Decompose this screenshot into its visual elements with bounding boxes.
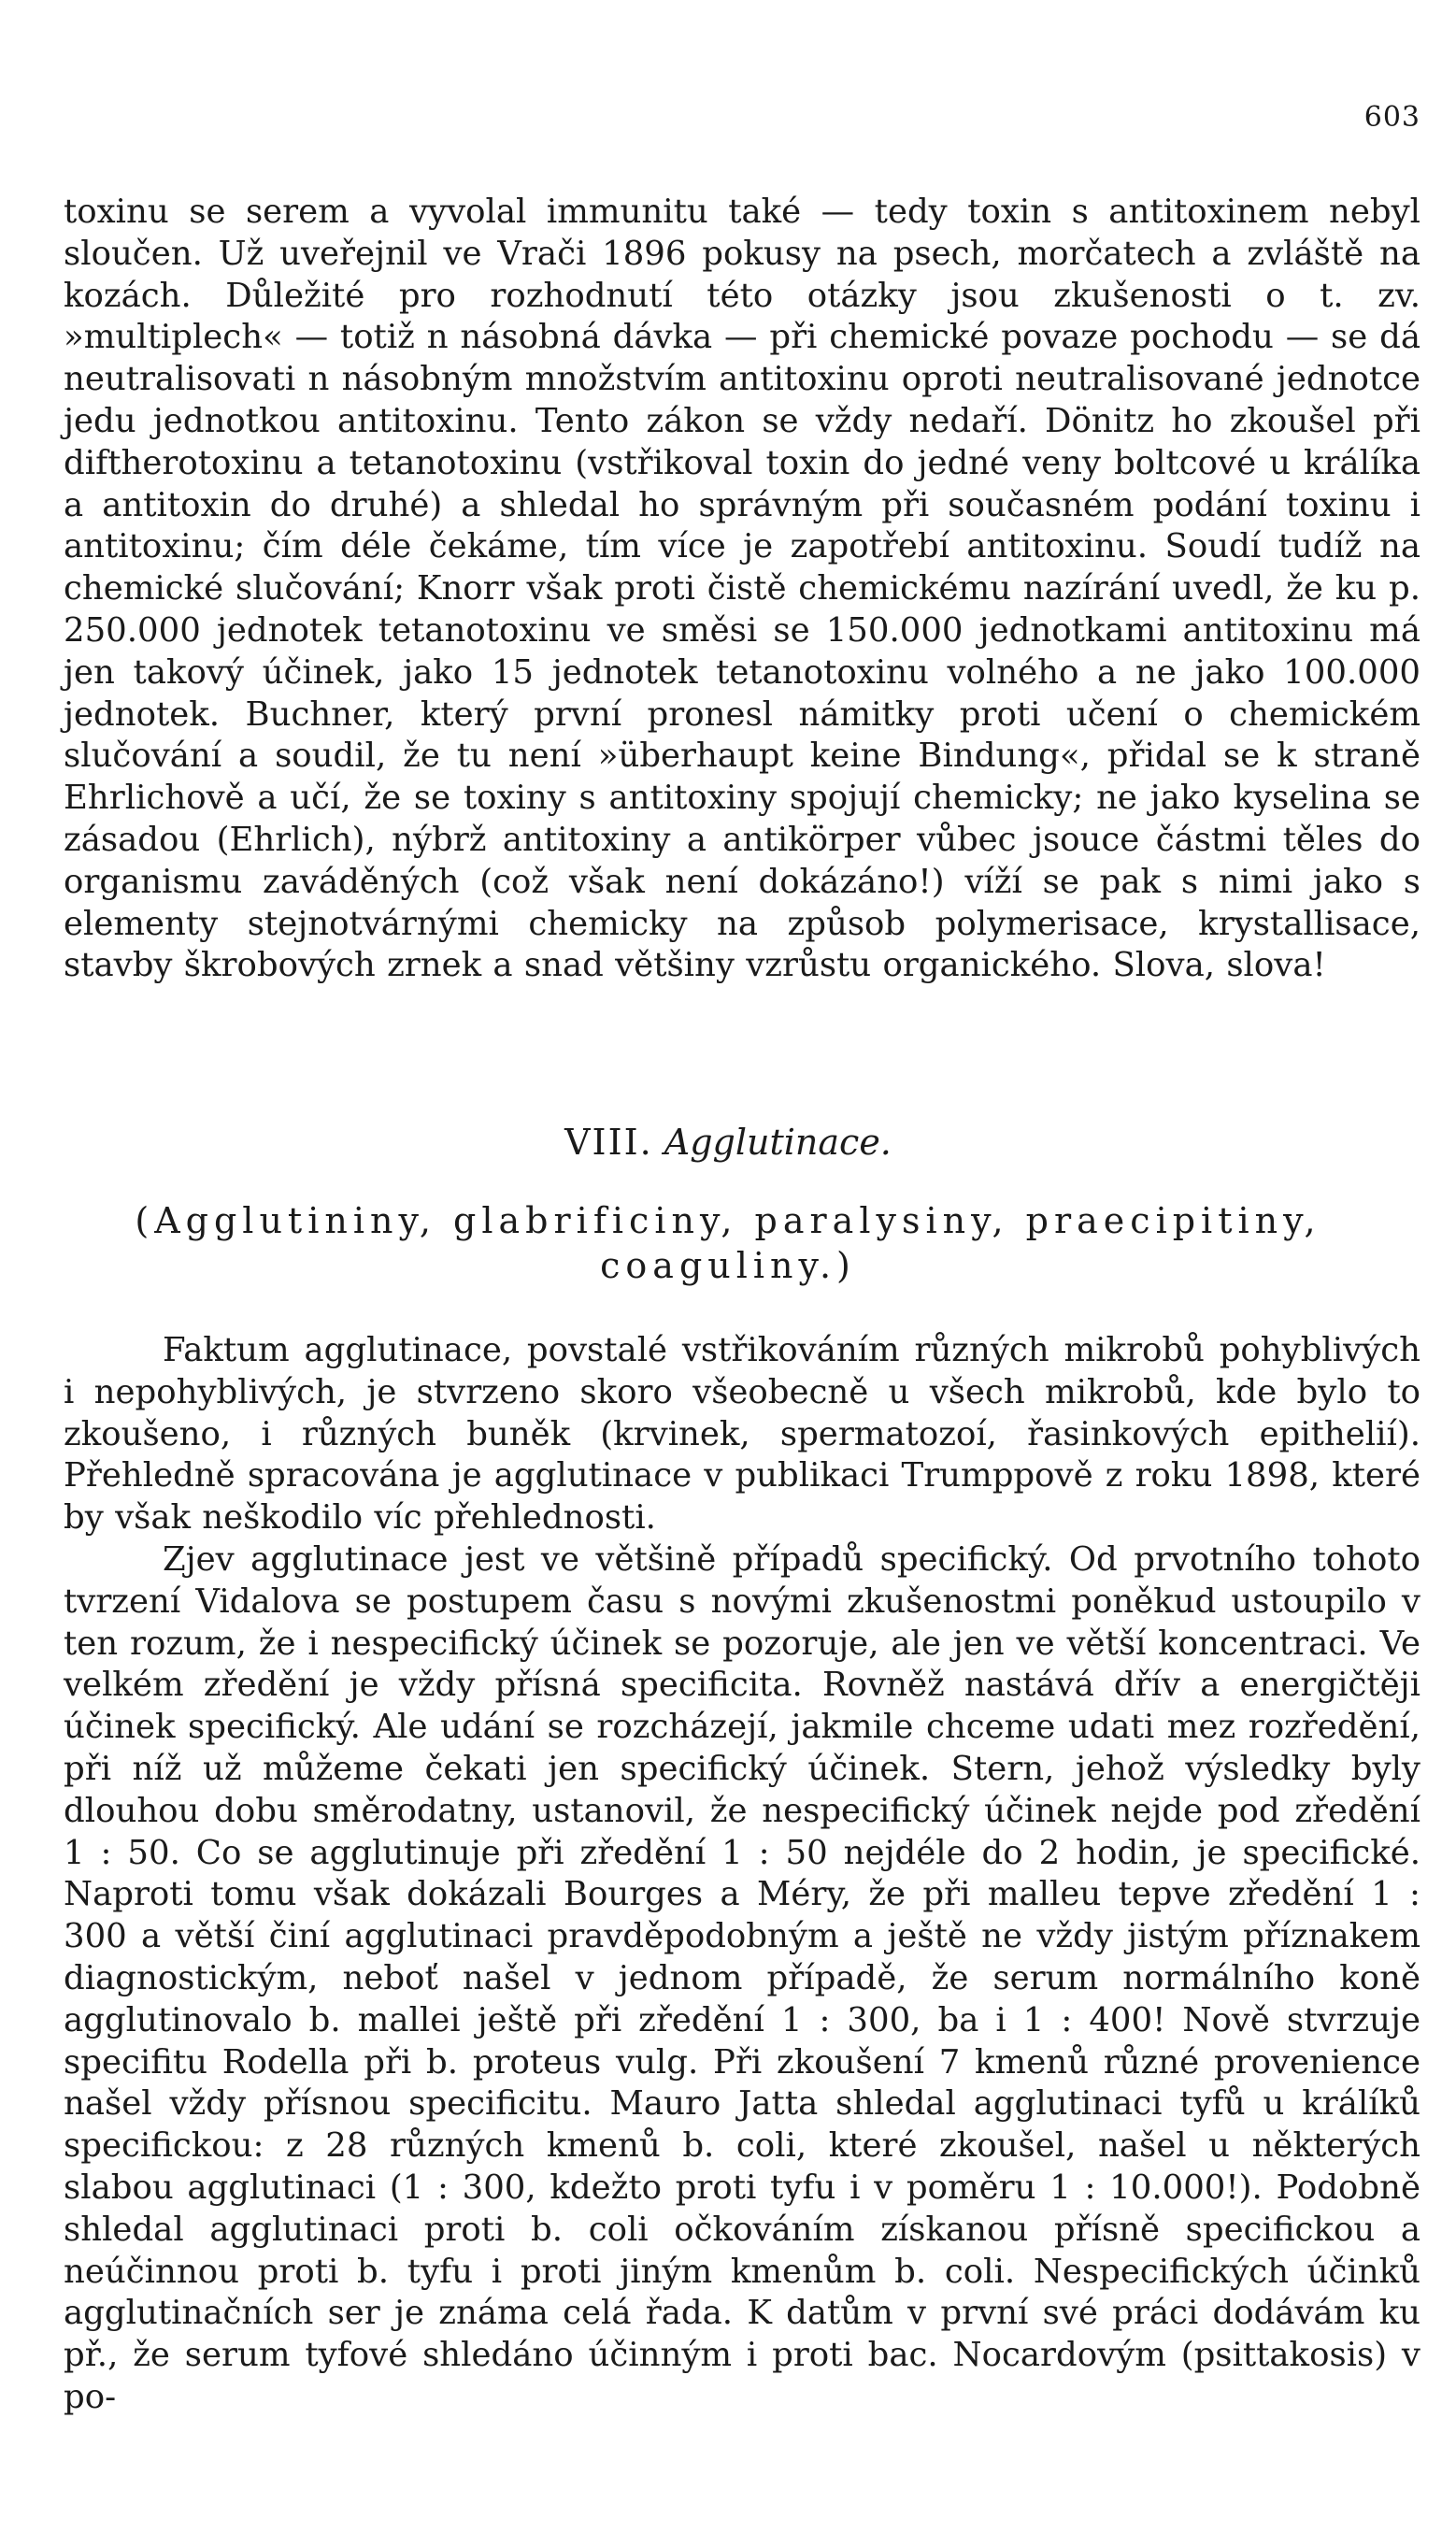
section-number: VIII. (564, 1122, 653, 1163)
paragraph: Faktum agglutinace, povstalé vstřikováním různých mikrobů pohyblivých i nepohyblivých, je stvrzeno skoro všeobecně u všech mikrobů, kde bylo to zkoušeno, i různých buněk (krvinek, spermatozoí, řasinkových epithelií). Přehledně spracována je agglutinace v publikaci Trumppově z roku 1898, které by však neškodilo víc přehlednosti. (64, 1331, 1420, 1538)
section-title: Agglutinace. (664, 1122, 892, 1163)
section-subtitle: (Agglutininy, glabrificiny, paralysiny, praecipitiny, coaguliny.) (135, 1200, 1321, 1286)
continuation-paragraph: toxinu se serem a vyvolal immunitu také — tedy toxin s antitoxinem nebyl sloučen. Už uveřejnil ve Vrači 1896 pokusy na psech, morčatech a zvláště na kozách. Důležité pro rozhodnutí této otázky jsou zkušenosti o t. zv. »multiplech« — totiž n násobná dávka — při chemické povaze pochodu — se dá neutralisovati n násobným množstvím antitoxinu oproti neutralisované jednotce jedu jednotkou antitoxinu. Tento zákon se vždy nedaří. Dönitz ho zkoušel při diftherotoxinu a tetanotoxinu (vstřikoval toxin do jedné veny boltcové u králíka a antitoxin do druhé) a shledal ho správným při současném podání toxinu i antitoxinu; čím déle čekáme, tím více je zapotřebí antitoxinu. Soudí tudíž na chemické slučování; Knorr však proti čistě chemickému nazírání uvedl, že ku p. 250.000 jednotek tetanotoxinu ve směsi se 150.000 jednotkami antitoxinu má jen takový účinek, jako 15 jednotek tetanotoxinu volného a ne jako 100.000 jednotek. Buchner, který první pronesl námitky proti učení o chemickém slučování a soudil, že tu není »überhaupt keine Bindung«, přidal se k straně Ehrlichově a učí, že se toxiny s antitoxiny spojují chemicky; ne jako kyselina se zásadou (Ehrlich), nýbrž antitoxiny a antikörper vůbec jsouce částmi těles do organismu zaváděných (což však není dokázáno!) víží se pak s nimi jako s elementy stejnotvárnými chemicky na způsob polymerisace, krystallisace, stavby škrobových zrnek a snad většiny vzrůstu organického. Slova, slova! (64, 193, 1420, 985)
continuation-block (64, 192, 1420, 987)
page-number: 603 (1363, 101, 1420, 134)
section-body (64, 1330, 1420, 2419)
paragraph: Zjev agglutinace jest ve většině případů specifický. Od prvotního tohoto tvrzení Vidalova se postupem času s novými zkušenostmi poněkud ustoupilo v ten rozum, že i nespecifický účinek se pozoruje, ale jen ve větší koncentraci. Ve velkém zředění je vždy přísná specificita. Rovněž nastává dřív a energičtěji účinek specifický. Ale udání se rozcházejí, jakmile chceme udati mez rozředění, při níž už můžeme čekati jen specifický účinek. Stern, jehož výsledky byly dlouhou dobu směrodatny, ustanovil, že nespecifický účinek nejde pod zředění 1 : 50. Co se agglutinuje při zředění 1 : 50 nejdéle do 2 hodin, je specifické. Naproti tomu však dokázali Bourges a Méry, že při malleu tepve zředění 1 : 300 a větší činí agglutinaci pravděpodobným a ještě ne vždy jistým příznakem diagnostickým, neboť našel v jednom případě, že serum normálního koně agglutinovalo b. mallei ještě při zředění 1 : 300, ba i 1 : 400! Nově stvrzuje specifitu Rodella při b. proteus vulg. Při zkoušení 7 kmenů různé provenience našel vždy přísnou specificitu. Mauro Jatta shledal agglutinaci tyfů u králíků specifickou: z 28 různých kmenů b. coli, které zkoušel, našel u některých slabou agglutinaci (1 : 300, kdežto proti tyfu i v poměru 1 : 10.000!). Podobně shledal agglutinaci proti b. coli očkováním získanou přísně specifickou a neúčinnou proti b. tyfu i proti jiným kmenům b. coli. Nespecifických účinků agglutinačních ser je známa celá řada. K datům v první své práci dodávám ku př., že serum tyfové shledáno účinným i proti bac. Nocardovým (psittakosis) v po- (64, 1539, 1420, 2416)
section-heading (0, 1120, 1456, 1165)
